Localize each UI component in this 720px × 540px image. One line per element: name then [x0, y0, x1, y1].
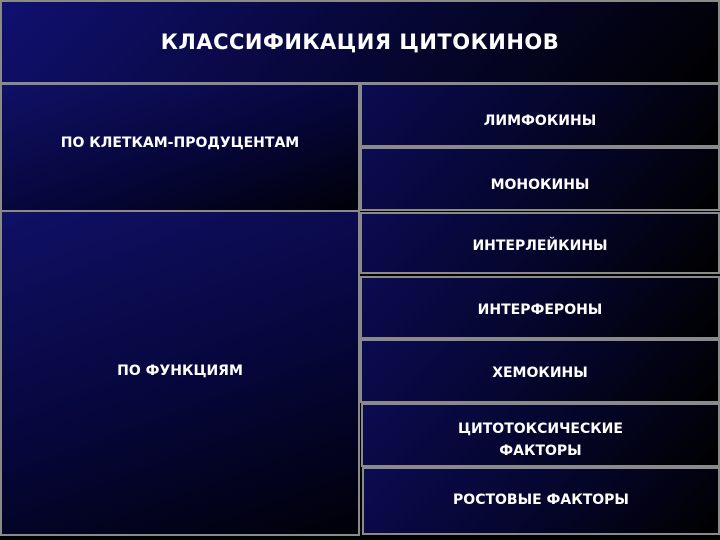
category-label: ПО ФУНКЦИЯМ	[117, 363, 243, 379]
item-label: ЦИТОТОКСИЧЕСКИЕ ФАКТОРЫ	[458, 421, 623, 459]
category-label: ПО КЛЕТКАМ-ПРОДУЦЕНТАМ	[60, 134, 300, 151]
item-chemokines	[360, 339, 720, 403]
item-monokines	[360, 147, 720, 211]
item-interferons	[360, 276, 720, 339]
slide-title-text: КЛАССИФИКАЦИЯ ЦИТОКИНОВ	[160, 30, 560, 54]
item-cytotoxic-factors	[361, 403, 720, 467]
item-lymphokines	[360, 83, 720, 147]
item-interleukins	[360, 212, 720, 274]
item-label: МОНОКИНЫ	[490, 177, 590, 193]
item-label: ИНТЕРЛЕЙКИНЫ	[472, 238, 608, 254]
slide-title	[0, 0, 720, 84]
item-label: РОСТОВЫЕ ФАКТОРЫ	[453, 492, 629, 508]
item-label: ХЕМОКИНЫ	[492, 365, 588, 381]
category-by-producer-cells	[0, 83, 360, 212]
item-label: ЛИМФОКИНЫ	[483, 113, 597, 129]
item-label: ИНТЕРФЕРОНЫ	[477, 302, 603, 318]
item-growth-factors	[362, 467, 720, 535]
category-by-function	[0, 210, 360, 536]
